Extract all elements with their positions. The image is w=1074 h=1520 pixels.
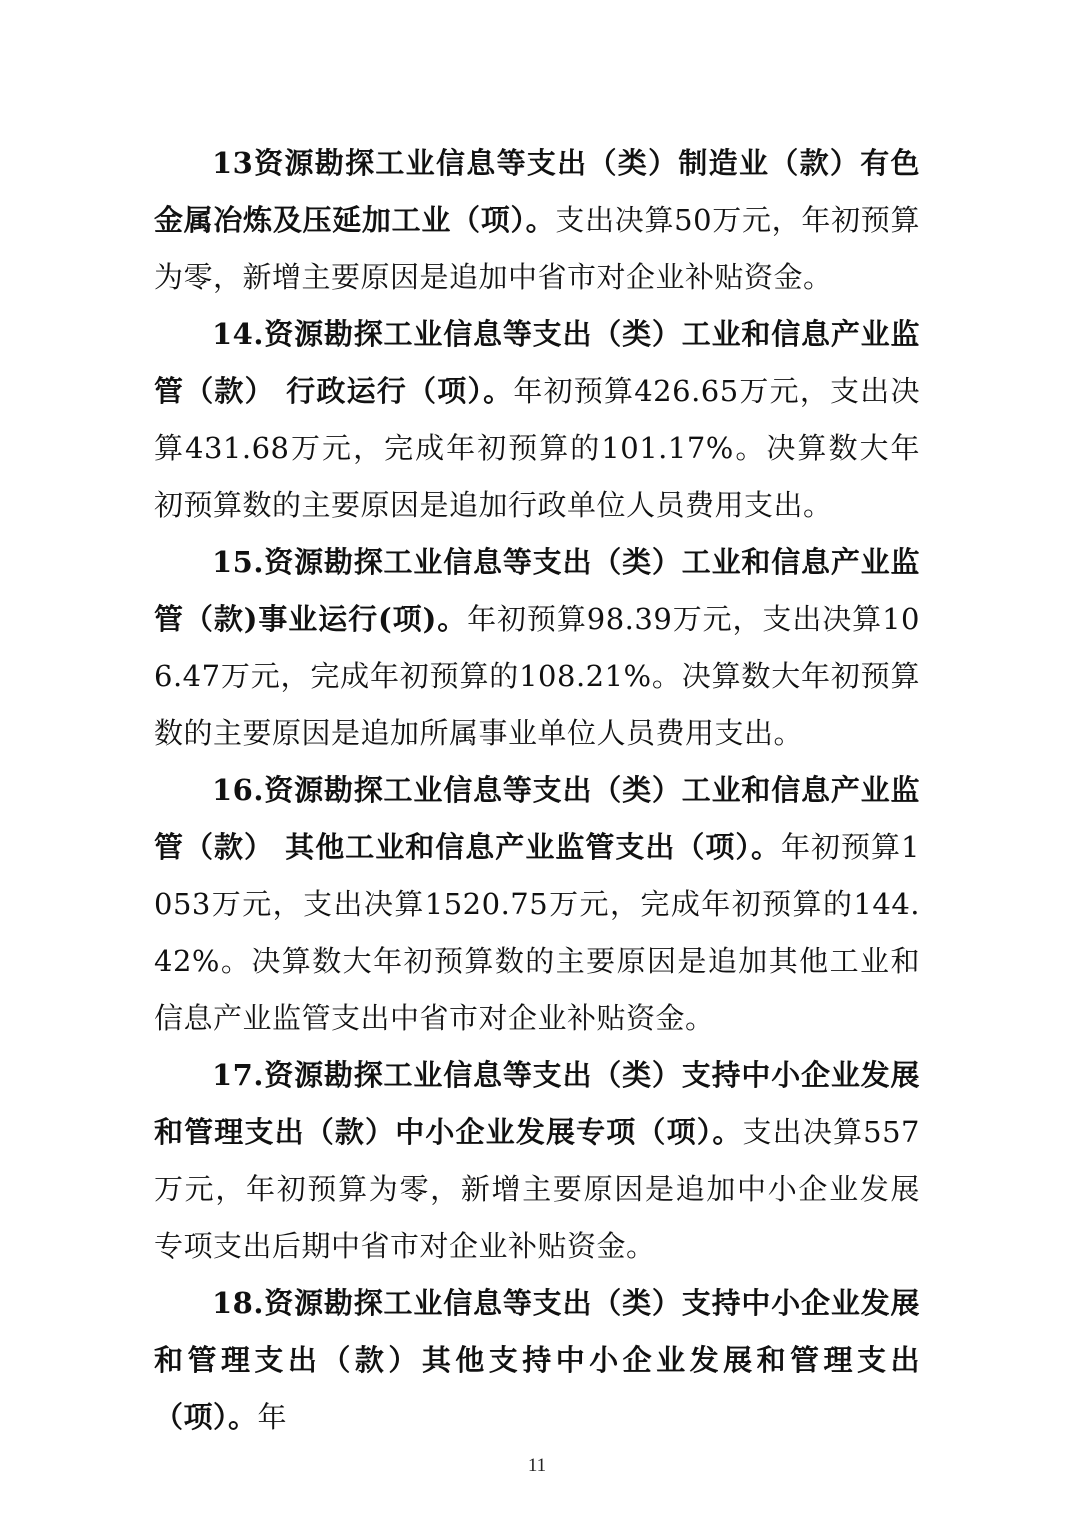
paragraph-heading: 18.资源勘探工业信息等支出（类）支持中小企业发展和管理支出（款）其他支持中小企业发展和管理支出（项）。	[154, 1286, 920, 1434]
paragraph-text: 支出决算557万元，年初预算为零，新增主要原因是追加中小企业发展专项支出后期中省市对企业补贴资金。	[154, 1115, 920, 1263]
paragraph-18	[154, 1275, 920, 1446]
paragraph-text: 年	[257, 1400, 288, 1434]
paragraph-text: 年初预算1053万元，支出决算1520.75万元，完成年初预算的144.42%。决算数大年初预算数的主要原因是追加其他工业和信息产业监管支出中省市对企业补贴资金。	[154, 830, 920, 1035]
paragraph-text: 年初预算426.65万元，支出决算431.68万元，完成年初预算的101.17%。决算数大年初预算数的主要原因是追加行政单位人员费用支出。	[154, 374, 920, 522]
paragraph-15	[154, 534, 920, 762]
paragraph-heading: 15.资源勘探工业信息等支出（类）工业和信息产业监管（款)事业运行(项)。	[154, 545, 920, 636]
paragraph-text: 年初预算98.39万元，支出决算106.47万元，完成年初预算的108.21%。决算数大年初预算数的主要原因是追加所属事业单位人员费用支出。	[154, 602, 920, 750]
page-number: 11	[527, 1455, 547, 1476]
paragraph-17	[154, 1047, 920, 1275]
paragraph-text: 支出决算50万元，年初预算为零，新增主要原因是追加中省市对企业补贴资金。	[154, 203, 920, 294]
paragraph-heading: 13资源勘探工业信息等支出（类）制造业（款）有色金属冶炼及压延加工业（项）。	[154, 146, 920, 237]
paragraph-16	[154, 762, 920, 1047]
paragraph-14	[154, 306, 920, 534]
paragraph-heading: 17.资源勘探工业信息等支出（类）支持中小企业发展和管理支出（款）中小企业发展专项（项）。	[154, 1058, 920, 1149]
paragraph-heading: 14.资源勘探工业信息等支出（类）工业和信息产业监管（款） 行政运行（项）。	[154, 317, 920, 408]
page-body	[154, 135, 920, 1446]
paragraph-heading: 16.资源勘探工业信息等支出（类）工业和信息产业监管（款） 其他工业和信息产业监管支出（项）。	[154, 773, 920, 864]
paragraph-13	[154, 135, 920, 306]
